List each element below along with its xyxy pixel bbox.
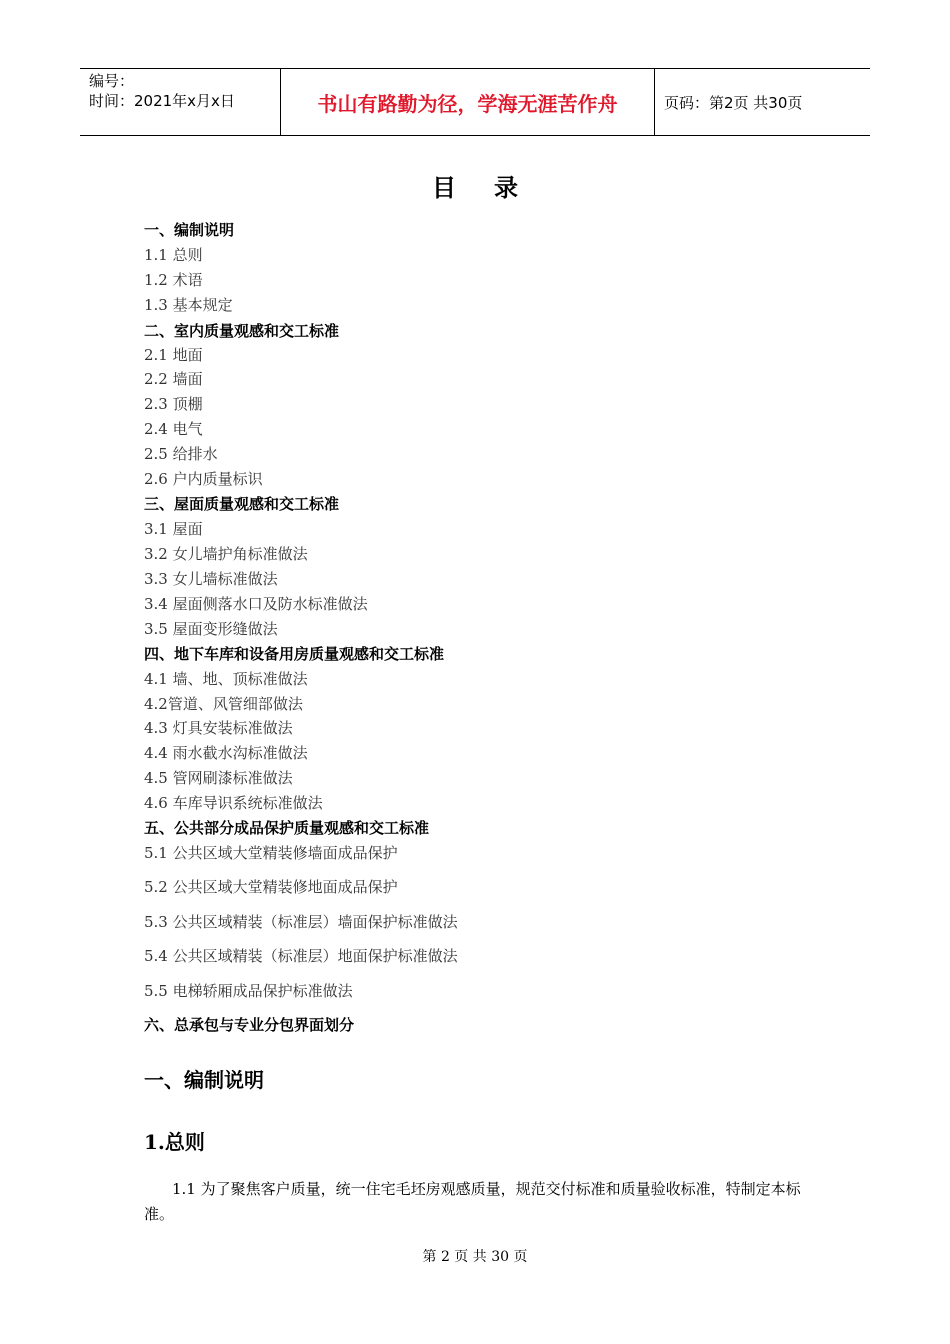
toc-subsection-item: 1.3 基本规定 (144, 296, 233, 314)
toc-subsection-item: 3.3 女儿墙标准做法 (144, 570, 278, 588)
toc-subsection-item: 4.5 管网刷漆标准做法 (144, 769, 293, 787)
toc-section-item: 六、总承包与专业分包界面划分 (144, 1016, 355, 1034)
toc-subsection-item: 4.3 灯具安装标准做法 (144, 719, 293, 737)
toc-section-item: 二、室内质量观感和交工标准 (144, 322, 340, 340)
toc-title: 目录 (432, 173, 556, 202)
section-heading: 一、编制说明 (144, 1068, 264, 1092)
toc-subsection-item: 3.4 屋面侧落水口及防水标准做法 (144, 595, 368, 613)
toc-subsection-item: 5.5 电梯轿厢成品保护标准做法 (144, 982, 353, 1000)
doc-time-label: 时间：2021年x月x日 (89, 92, 235, 110)
toc-subsection-item: 3.5 屋面变形缝做法 (144, 620, 278, 638)
toc-subsection-item: 2.2 墙面 (144, 370, 203, 388)
toc-subsection-item: 2.3 顶棚 (144, 395, 203, 413)
doc-number-label: 编号： (89, 72, 135, 90)
subsection-heading: 1.总则 (144, 1130, 205, 1154)
toc-subsection-item: 4.4 雨水截水沟标准做法 (144, 744, 308, 762)
toc-subsection-item: 2.5 给排水 (144, 445, 218, 463)
page-header (80, 68, 870, 136)
toc-section-item: 四、地下车库和设备用房质量观感和交工标准 (144, 645, 445, 663)
toc-section-item: 三、屋面质量观感和交工标准 (144, 495, 340, 513)
toc-subsection-item: 4.2管道、风管细部做法 (144, 695, 303, 713)
header-meta (80, 69, 281, 135)
toc-subsection-item: 5.4 公共区域精装（标准层）地面保护标准做法 (144, 947, 458, 965)
toc-section-item: 一、编制说明 (144, 221, 235, 239)
toc-subsection-item: 4.6 车库导识系统标准做法 (144, 794, 323, 812)
toc-subsection-item: 3.1 屋面 (144, 520, 203, 538)
toc-subsection-item: 1.2 术语 (144, 271, 203, 289)
page-footer: 第 2 页 共 30 页 (422, 1249, 528, 1265)
toc-subsection-item: 2.1 地面 (144, 346, 203, 364)
body-paragraph: 1.1 为了聚焦客户质量，统一住宅毛坯房观感质量，规范交付标准和质量验收标准，特制定本标准。 (144, 1180, 801, 1223)
header-motto: 书山有路勤为径，学海无涯苦作舟 (281, 69, 655, 135)
header-page-info: 页码：第2页 共30页 (664, 93, 803, 112)
toc-subsection-item: 1.1 总则 (144, 246, 203, 264)
toc-subsection-item: 4.1 墙、地、顶标准做法 (144, 670, 308, 688)
toc-subsection-item: 3.2 女儿墙护角标准做法 (144, 545, 308, 563)
toc-section-item: 五、公共部分成品保护质量观感和交工标准 (144, 819, 430, 837)
toc-subsection-item: 2.4 电气 (144, 420, 203, 438)
toc-subsection-item: 5.2 公共区域大堂精装修地面成品保护 (144, 878, 398, 896)
toc-subsection-item: 5.1 公共区域大堂精装修墙面成品保护 (144, 844, 398, 862)
toc-subsection-item: 2.6 户内质量标识 (144, 470, 263, 488)
toc-subsection-item: 5.3 公共区域精装（标准层）墙面保护标准做法 (144, 913, 458, 931)
